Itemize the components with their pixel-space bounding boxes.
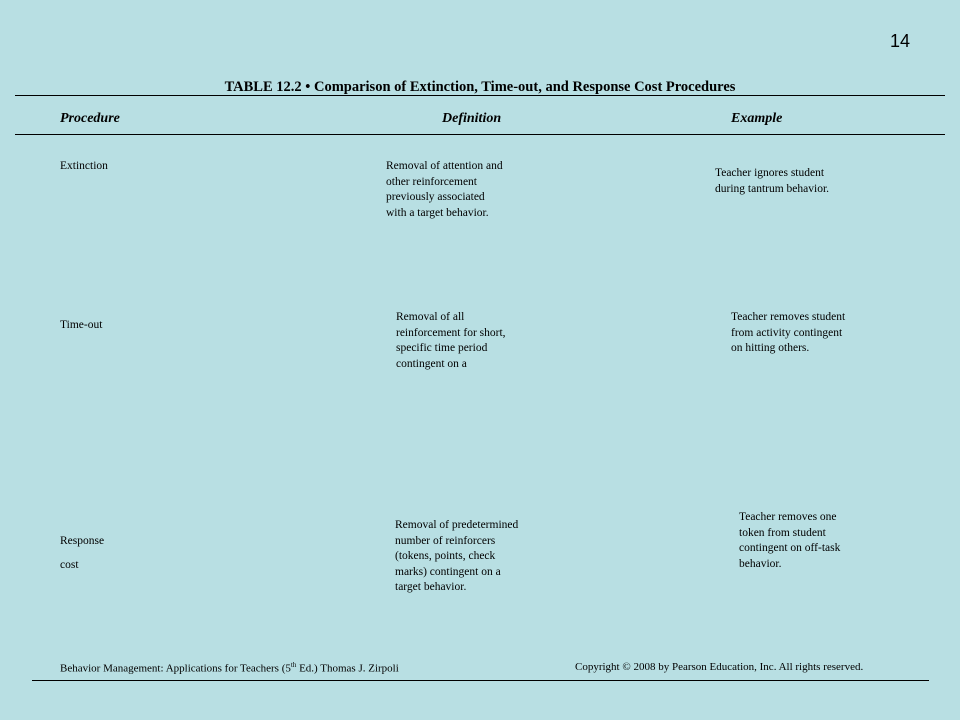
page-number: 14 bbox=[889, 31, 910, 51]
header-rule bbox=[15, 134, 945, 135]
row-extinction-definition: Removal of attention and other reinforcement previously associated with a target behavior. bbox=[386, 160, 503, 219]
footer-copyright: Copyright © 2008 by Pearson Education, Inc. All rights reserved. bbox=[575, 661, 864, 673]
row-extinction-example: Teacher ignores student during tantrum behavior. bbox=[715, 167, 830, 195]
footer-rule bbox=[32, 680, 929, 681]
row-timeout-procedure: Time-out bbox=[60, 319, 103, 331]
footer-book-prefix: Behavior Management: Applications for Teachers (5 bbox=[60, 662, 291, 675]
table-title: TABLE 12.2 • Comparison of Extinction, Time-out, and Response Cost Procedures bbox=[224, 79, 736, 95]
row-response-cost-procedure: Response cost bbox=[60, 535, 105, 571]
row-timeout-definition: Removal of all reinforcement for short, specific time period contingent on a bbox=[396, 311, 506, 370]
footer-book-sup: th bbox=[290, 661, 297, 669]
column-header-example: Example bbox=[731, 111, 783, 126]
row-response-cost-example: Teacher removes one token from student contingent on off-task behavior. bbox=[739, 511, 841, 570]
column-header-procedure: Procedure bbox=[60, 111, 120, 126]
row-response-cost-definition: Removal of predetermined number of reinforcers (tokens, points, check marks) contingent on a target behavior. bbox=[395, 519, 519, 593]
footer-book-suffix: Ed.) Thomas J. Zirpoli bbox=[296, 662, 399, 675]
column-header-definition: Definition bbox=[442, 111, 502, 126]
row-timeout-example: Teacher removes student from activity contingent on hitting others. bbox=[731, 311, 846, 354]
footer-book-credit bbox=[60, 661, 399, 675]
row-extinction-procedure: Extinction bbox=[60, 160, 108, 172]
